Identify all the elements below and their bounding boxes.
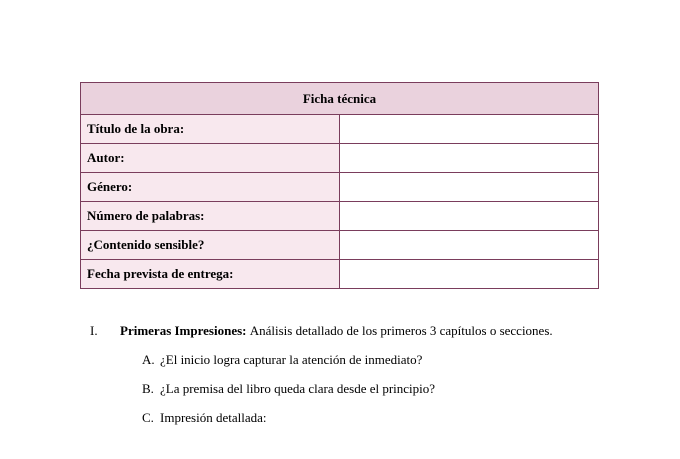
row-value-sensitive-content[interactable]: [340, 231, 599, 260]
row-label-word-count: Número de palabras:: [81, 202, 340, 231]
item-text: ¿El inicio logra capturar la atención de inmediato?: [160, 352, 423, 367]
row-label-sensitive-content: ¿Contenido sensible?: [81, 231, 340, 260]
section-number: I.: [90, 323, 98, 338]
row-label-title: Título de la obra:: [81, 115, 340, 144]
table-title: Ficha técnica: [81, 83, 599, 115]
item-text: ¿La premisa del libro queda clara desde el principio?: [160, 381, 436, 396]
table-row: [81, 231, 599, 260]
row-value-delivery-date[interactable]: [340, 260, 599, 289]
section-description: Análisis detallado de los primeros 3 capítulos o secciones.: [249, 323, 553, 338]
table-row: [81, 173, 599, 202]
table-row: [81, 115, 599, 144]
section-heading: [90, 322, 650, 340]
first-impressions-section: [90, 322, 650, 427]
item-letter: C.: [142, 410, 154, 425]
row-label-delivery-date: Fecha prevista de entrega:: [81, 260, 340, 289]
row-label-author: Autor:: [81, 144, 340, 173]
item-letter: A.: [142, 352, 155, 367]
section-title: [120, 323, 553, 339]
section-title-bold: Primeras Impresiones:: [120, 323, 247, 338]
table-header-row: [81, 83, 599, 115]
list-item: [142, 409, 650, 427]
list-item: [142, 380, 650, 398]
item-text: Impresión detallada:: [160, 410, 267, 425]
row-value-author[interactable]: [340, 144, 599, 173]
technical-sheet-table: [80, 82, 599, 289]
row-value-title[interactable]: [340, 115, 599, 144]
row-value-genre[interactable]: [340, 173, 599, 202]
item-letter: B.: [142, 381, 154, 396]
table-row: [81, 260, 599, 289]
row-label-genre: Género:: [81, 173, 340, 202]
table-row: [81, 144, 599, 173]
row-value-word-count[interactable]: [340, 202, 599, 231]
list-item: [142, 351, 650, 369]
table-row: [81, 202, 599, 231]
